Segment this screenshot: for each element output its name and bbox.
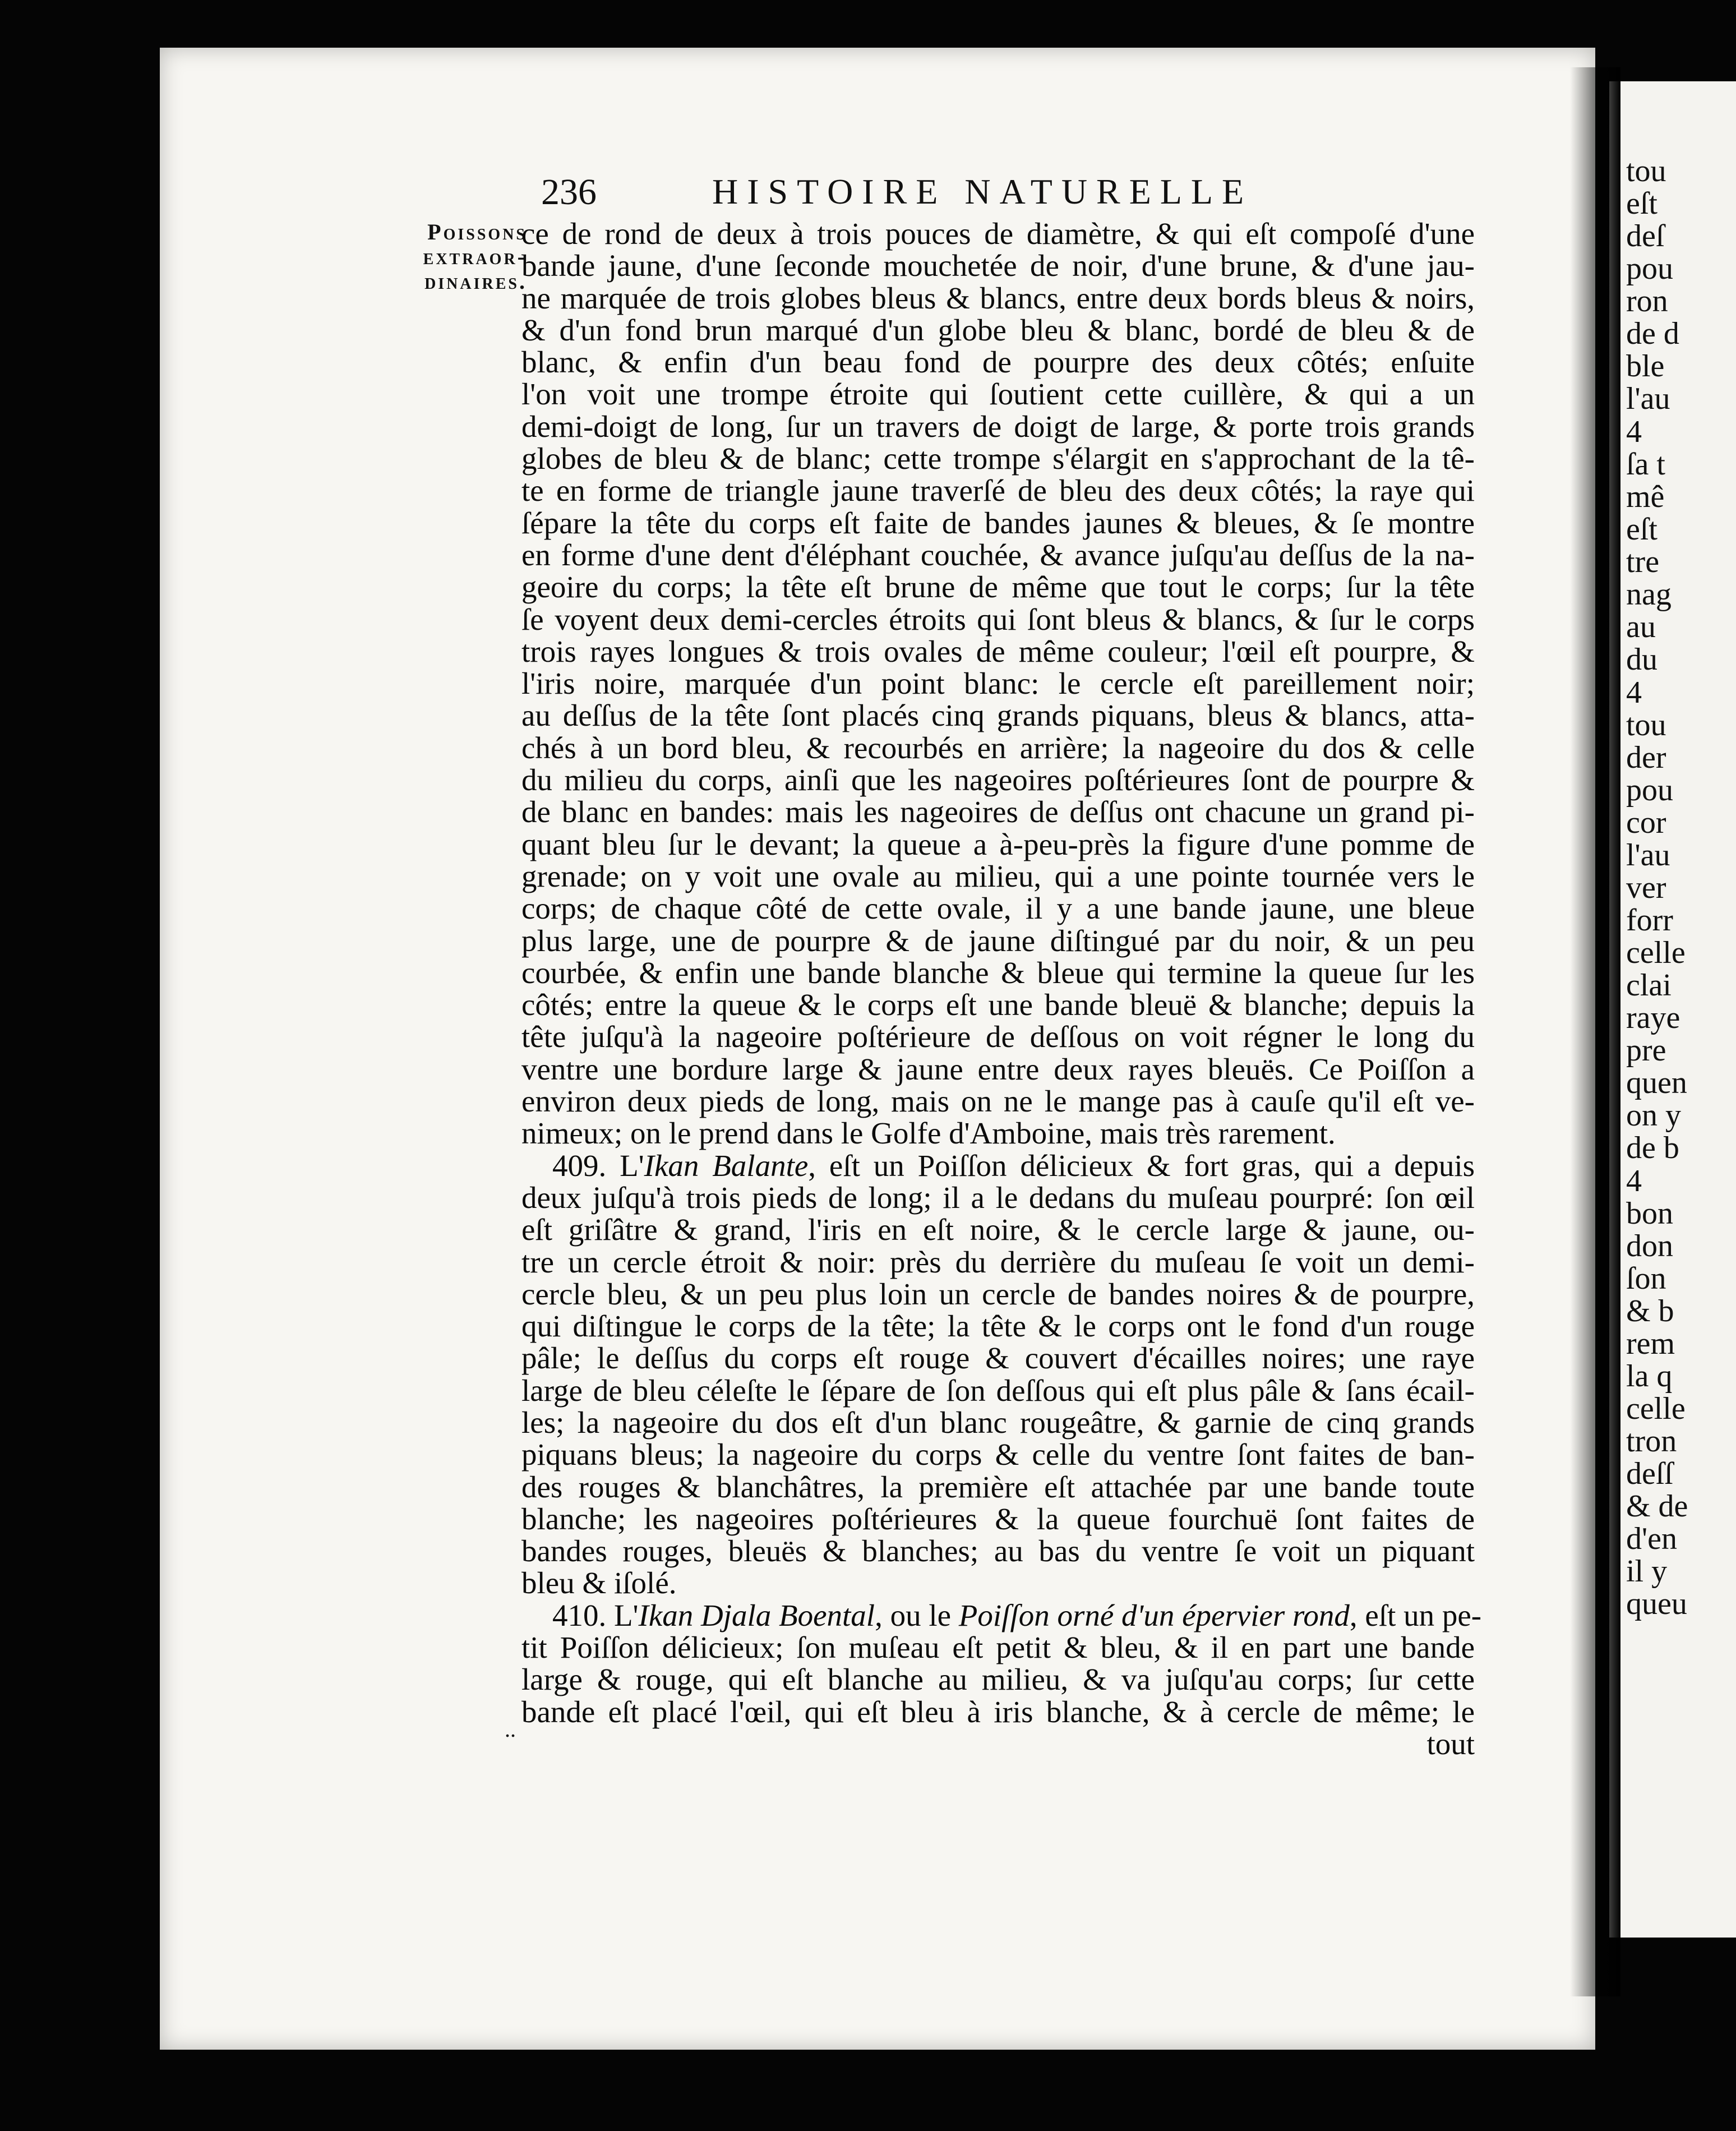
text-line: l'on voit une trompe étroite qui ſoutient cette cuillère, & qui a un xyxy=(521,377,1475,412)
text-line: tit Poiſſon délicieux; ſon muſeau eſt petit & bleu, & il en part une bande xyxy=(521,1630,1475,1665)
text-line: globes de bleu & de blanc; cette trompe s'élargit en s'approchant de la tê- xyxy=(521,441,1475,476)
facing-page-fragment: l'au xyxy=(1626,381,1670,416)
text-line: environ deux pieds de long, mais on ne le mange pas à cauſe qu'il eſt ve- xyxy=(521,1084,1475,1119)
text-line: cercle bleu, & un peu plus loin un cercle de bandes noires & de pourpre, xyxy=(521,1276,1475,1311)
facing-page-fragment: tou xyxy=(1626,708,1666,742)
facing-page-fragment: raye xyxy=(1626,1000,1680,1035)
facing-page-fragment: pou xyxy=(1626,773,1673,808)
facing-page-fragment: de d xyxy=(1626,316,1679,351)
facing-page-fragment: au xyxy=(1626,610,1656,644)
margin-note-line: Poissons xyxy=(427,219,527,245)
text-line: trois rayes longues & trois ovales de même couleur; l'œil eſt pourpre, & xyxy=(521,634,1475,668)
facing-page-fragment: pre xyxy=(1626,1033,1666,1068)
text-line: des rouges & blanchâtres, la première eſt attachée par une bande toute xyxy=(521,1469,1475,1504)
facing-page xyxy=(1609,81,1736,1938)
text-line: les; la nageoire du dos eſt d'un blanc rougeâtre, & garnie de cinq grands xyxy=(521,1405,1475,1440)
text-line: large de bleu céleſte le ſépare de ſon deſſous qui eſt plus pâle & ſans écail- xyxy=(521,1373,1475,1408)
facing-page-fragment: ver xyxy=(1626,870,1666,905)
body-text xyxy=(521,216,1482,1761)
facing-page-fragment: der xyxy=(1626,740,1666,775)
facing-page-fragment: ſa t xyxy=(1626,447,1665,482)
text-line: plus large, une de pourpre & de jaune diſtingué par du noir, & un peu xyxy=(521,923,1475,958)
facing-page-fragment: rem xyxy=(1626,1326,1675,1361)
text-line: piquans bleus; la nageoire du corps & celle du ventre ſont faites de ban- xyxy=(521,1437,1475,1472)
text-line: qui diſtingue le corps de la tête; la tête & le corps ont le fond d'un rouge xyxy=(521,1309,1475,1344)
text-line: quant bleu ſur le devant; la queue a à-peu-près la figure d'une pomme de xyxy=(521,827,1475,861)
facing-page-fragment: eſt xyxy=(1626,512,1657,547)
facing-page-fragment: clai xyxy=(1626,968,1672,1003)
facing-page-fragment: & de xyxy=(1626,1489,1688,1524)
facing-page-fragment: ble xyxy=(1626,349,1665,384)
facing-page-fragment: d'en xyxy=(1626,1521,1677,1556)
text-line: courbée, & enfin une bande blanche & bleue qui termine la queue ſur les xyxy=(521,955,1475,990)
facing-page-fragment: 4 xyxy=(1626,675,1642,710)
text-line: l'iris noire, marquée d'un point blanc: le cercle eſt pareillement noir; xyxy=(521,666,1475,701)
text-line: ſépare la tête du corps eſt faite de bandes jaunes & bleues, & ſe montre xyxy=(521,505,1475,540)
text-line: en forme d'une dent d'éléphant couchée, & avance juſqu'au deſſus de la na- xyxy=(521,537,1475,572)
text-line: 409. L'Ikan Balante, eſt un Poiſſon délicieux & fort gras, qui a depuis xyxy=(552,1148,1475,1183)
text-line: ce de rond de deux à trois pouces de diamètre, & qui eſt compoſé d'une xyxy=(521,216,1475,251)
catchword: tout xyxy=(1426,1726,1475,1761)
text-line: large & rouge, qui eſt blanche au milieu, & va juſqu'au corps; ſur cette xyxy=(521,1662,1475,1697)
facing-page-fragment: la q xyxy=(1626,1359,1673,1394)
text-line: & d'un fond brun marqué d'un globe bleu & blanc, bordé de bleu & de xyxy=(521,312,1475,347)
facing-page-fragment: ſon xyxy=(1626,1261,1666,1296)
facing-page-fragment: deſſ xyxy=(1626,1456,1673,1491)
facing-page-fragment: 4 xyxy=(1626,1164,1642,1198)
text-line: au deſſus de la tête ſont placés cinq grands piquans, bleus & blancs, atta- xyxy=(521,698,1475,733)
text-line: tre un cercle étroit & noir: près du derrière du muſeau ſe voit un demi- xyxy=(521,1244,1475,1279)
facing-page-fragment: tou xyxy=(1626,154,1666,188)
facing-page-fragment: eſt xyxy=(1626,186,1657,221)
facing-page-fragment: nag xyxy=(1626,577,1672,612)
facing-page-fragment: 4 xyxy=(1626,414,1642,449)
text-line: blanc, & enfin d'un beau fond de pourpre des deux côtés; enſuite xyxy=(521,345,1475,380)
text-line: blanche; les nageoires poſtérieures & la queue fourchuë ſont faites de xyxy=(521,1501,1475,1536)
text-line: bande jaune, d'une ſeconde mouchetée de noir, d'une brune, & d'une jau- xyxy=(521,248,1475,283)
facing-page-fragment: quen xyxy=(1626,1066,1687,1100)
text-line: tête juſqu'à la nageoire poſtérieure de deſſous on voit régner le long du xyxy=(521,1020,1475,1054)
facing-page-fragment: tron xyxy=(1626,1424,1677,1459)
footer-mark: .. xyxy=(505,1717,516,1742)
facing-page-fragment: on y xyxy=(1626,1098,1681,1133)
text-line: eſt griſâtre & grand, l'iris en eſt noire, & le cercle large & jaune, ou- xyxy=(521,1212,1475,1247)
text-line: bande eſt placé l'œil, qui eſt bleu à iris blanche, & à cercle de même; le xyxy=(521,1694,1475,1729)
text-line: grenade; on y voit une ovale au milieu, qui a une pointe tournée vers le xyxy=(521,859,1475,893)
facing-page-fragment: du xyxy=(1626,642,1657,677)
text-line: bandes rouges, bleuës & blanches; au bas du ventre ſe voit un piquant xyxy=(521,1534,1475,1569)
text-line: pâle; le deſſus du corps eſt rouge & couvert d'écailles noires; une raye xyxy=(521,1341,1475,1376)
facing-page-fragment: celle xyxy=(1626,935,1686,970)
facing-page-fragment: don xyxy=(1626,1229,1673,1263)
facing-page-fragment: bon xyxy=(1626,1196,1673,1231)
text-line: corps; de chaque côté de cette ovale, il y a une bande jaune, une bleue xyxy=(521,891,1475,926)
text-line: geoire du corps; la tête eſt brune de même que tout le corps; ſur la tête xyxy=(521,570,1475,605)
facing-page-fragment: forr xyxy=(1626,903,1673,938)
page-number: 236 xyxy=(541,172,597,213)
text-line: ne marquée de trois globes bleus & blancs, entre deux bords bleus & noirs, xyxy=(521,280,1475,315)
text-line: 410. L'Ikan Djala Boental, ou le Poiſſon orné d'un épervier rond, eſt un pe- xyxy=(552,1598,1482,1632)
text-line: de blanc en bandes: mais les nageoires de deſſus ont chacune un grand pi- xyxy=(521,795,1475,829)
facing-page-fragment: de b xyxy=(1626,1131,1679,1165)
text-line: ſe voyent deux demi-cercles étroits qui ſont bleus & blancs, & ſur le corps xyxy=(521,602,1475,636)
page-gutter-shadow xyxy=(1570,67,1620,1996)
margin-note-line: dinaires. xyxy=(424,269,527,294)
text-line: bleu & iſolé. xyxy=(521,1566,677,1600)
facing-page-fragment: il y xyxy=(1626,1554,1668,1589)
text-line: te en forme de triangle jaune traverſé de bleu des deux côtés; la raye qui xyxy=(521,473,1475,508)
text-line: chés à un bord bleu, & recourbés en arrière; la nageoire du dos & celle xyxy=(521,730,1475,765)
running-title: HISTOIRE NATURELLE xyxy=(712,172,1253,211)
text-line: nimeux; on le prend dans le Golfe d'Amboine, mais très rarement. xyxy=(521,1116,1336,1151)
facing-page-fragment: queu xyxy=(1626,1586,1687,1621)
facing-page-fragment: tre xyxy=(1626,545,1660,579)
facing-page-fragment: l'au xyxy=(1626,838,1670,873)
margin-note-line: extraor- xyxy=(423,244,527,269)
text-line: du milieu du corps, ainſi que les nageoires poſtérieures ſont de pourpre & xyxy=(521,763,1475,797)
facing-page-fragment: & b xyxy=(1626,1294,1674,1329)
facing-page-fragment: cor xyxy=(1626,805,1666,840)
facing-page-fragment: pou xyxy=(1626,251,1673,286)
text-line: deux juſqu'à trois pieds de long; il a le dedans du muſeau pourpré: ſon œil xyxy=(521,1180,1475,1215)
page-header xyxy=(541,171,1354,222)
facing-page-fragment: ron xyxy=(1626,284,1668,319)
text-line: demi-doigt de long, ſur un travers de doigt de large, & porte trois grands xyxy=(521,409,1475,444)
facing-page-fragment: deſ xyxy=(1626,219,1665,253)
text-line: côtés; entre la queue & le corps eſt une bande bleuë & blanche; depuis la xyxy=(521,988,1475,1022)
margin-note xyxy=(381,220,527,294)
text-line: ventre une bordure large & jaune entre deux rayes bleuës. Ce Poiſſon a xyxy=(521,1051,1475,1086)
facing-page-fragment: mê xyxy=(1626,479,1665,514)
facing-page-fragment: celle xyxy=(1626,1391,1686,1426)
